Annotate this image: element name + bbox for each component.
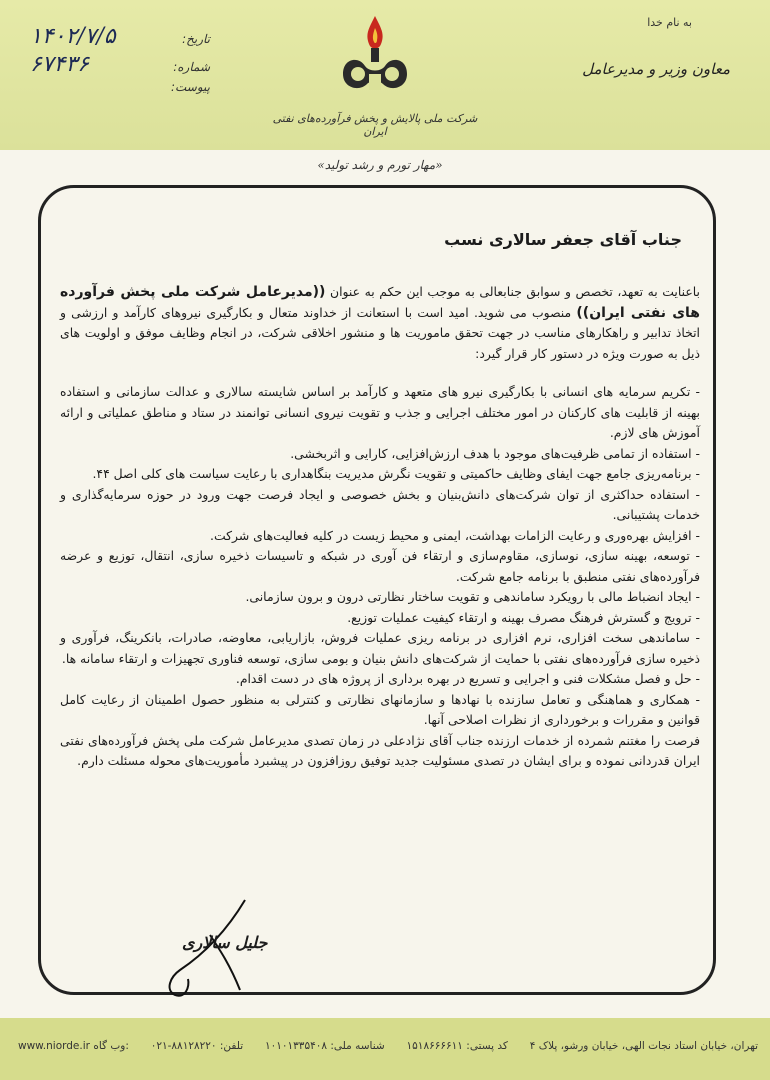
intro-start: باعنایت به تعهد، تخصص و سوابق جنابعالی به موجب این حکم به عنوان [325,284,700,299]
priority-list [60,382,700,731]
cc-line: معاون وزیر و مدیرعامل [582,60,730,78]
number-row [30,52,210,80]
list-item: - ساماندهی سخت افزاری، نرم افزاری در برنامه ریزی عملیات فروش، بازاریابی، معاوضه، صادرات، بانکرینگ، فرآوری و ذخیره سازی فرآورده‌های نفتی با حمایت از شرکت‌های دانش بنیان و بومی سازی، توسعه فناوری تجهیزات و ارتقاء سامانه ها. [60,630,700,666]
website-label: وب گاه: [93,1040,129,1052]
company-logo-icon [325,12,425,98]
list-item: - توسعه، بهینه سازی، نوسازی، مقاوم‌سازی و ارتقاء فن آوری در شبکه و تاسیسات ذخیره سازی، انتقال، توزیع و عرضه فرآورده‌های نفتی منطبق با برنامه جامع شرکت. [60,548,700,584]
signature-name: جلیل سالاری [182,933,268,952]
footer-postal: کد پستی: ۱۵۱۸۶۶۶۶۱۱ [406,1040,508,1052]
date-row [30,24,210,52]
list-item: - ایجاد انضباط مالی با رویکرد ساماندهی و تقویت ساختار نظارتی درون و برون سازمانی. [245,589,700,604]
intro-title: ((مدیرعامل شرکت ملی پخش فرآورده های نفتی ایران)) [60,284,700,321]
date-label: تاریخ: [182,32,210,46]
attachment-row [30,80,210,108]
number-label: شماره: [173,60,210,74]
list-item: - ترویج و گسترش فرهنگ مصرف بهینه و ارتقاء کیفیت عملیات توزیع. [347,609,700,625]
footer-contact [18,1040,758,1052]
date-value: ۱۴۰۲/۷/۵ [30,24,116,49]
basmala: به نام خدا [647,16,692,29]
list-item: - تکریم سرمایه های انسانی با بکارگیری نیرو های متعهد و کارآمد بر اساس شایسته سالاری و عدالت سازمانی و استفاده بهینه از قابلیت های کارکنان در امور مختلف اجرایی و جذب و تقویت نیروی انسانی توانمند در ستاد و مناطق عملیاتی و ارائه آموزش های لازم. [60,384,700,440]
footer-website[interactable] [18,1040,129,1052]
company-name: شرکت ملی پالایش و پخش فرآورده‌های نفتی ایران [272,112,478,138]
footer-national-id: شناسه ملی: ۱۰۱۰۱۳۳۵۴۰۸ [264,1040,385,1052]
number-value: ۶۷۴۳۶ [30,52,90,77]
list-item: - افزایش بهره‌وری و رعایت الزامات بهداشت، ایمنی و محیط زیست در کلیه فعالیت‌های شرکت. [210,527,700,543]
letter-body [60,282,700,772]
footer-phone: تلفن: ۸۸۱۲۸۲۲۰-۰۲۱ [150,1040,244,1052]
list-item: - همکاری و هماهنگی و تعامل سازنده با نهادها و سازمانهای نظارتی و کنترلی به منظور حصول اطمینان از رعایت کامل قوانین و مقررات و برخورداری از نظرات اصلاحی آنها. [60,691,700,727]
intro-paragraph [60,282,700,364]
list-item: - حل و فصل مشکلات فنی و اجرایی و تسریع در بهره برداری از پروژه های در دست اقدام. [235,671,700,686]
slogan: «مهار تورم و رشد تولید» [317,158,443,172]
closing-paragraph: فرصت را مغتنم شمرده از خدمات ارزنده جناب آقای نژادعلی در زمان تصدی مدیرعامل شرکت ملی پخش فرآورده‌های نفتی ایران قدردانی نموده و برای ایشان در تصدی مسئولیت جدید توفیق روزافزون در پیشبرد مأموریت‌های محوله مسئلت دارم. [60,732,700,768]
intro-end: منصوب می شوید. امید است با استعانت از خداوند متعال و بکارگیری نیروهای کارآمد و ارزشی و اتخاذ تدابیر و راهکارهای مناسب در جهت تحقق ماموریت ها و منشور اخلاقی شرکت، در انجام وظایف موفق و اولویت های ذیل به صورت ویژه در دستور کار قرار گیرد: [60,304,700,361]
list-item: - برنامه‌ریزی جامع جهت ایفای وظایف حاکمیتی و تقویت نگرش مدیریت بنگاهداری با رعایت سیاست های کلی اصل ۴۴. [92,466,700,481]
attachment-label: پیوست: [170,80,210,94]
website-value: www.niorde.ir [18,1040,90,1052]
footer-address: تهران، خیابان استاد نجات الهی، خیابان ورشو، پلاک ۴ [529,1040,758,1052]
list-item: - استفاده حداکثری از توان شرکت‌های دانش‌بنیان و بخش خصوصی و ایجاد فرصت جهت ورود در حوزه سرمایه‌گذاری و خدمات پشتیبانی. [60,486,700,522]
letter-meta [30,24,210,108]
recipient: جناب آقای جعفر سالاری نسب [444,230,682,249]
list-item: - استفاده از تمامی ظرفیت‌های موجود با هدف ارزش‌افزایی، کارایی و اثربخشی. [290,445,700,461]
